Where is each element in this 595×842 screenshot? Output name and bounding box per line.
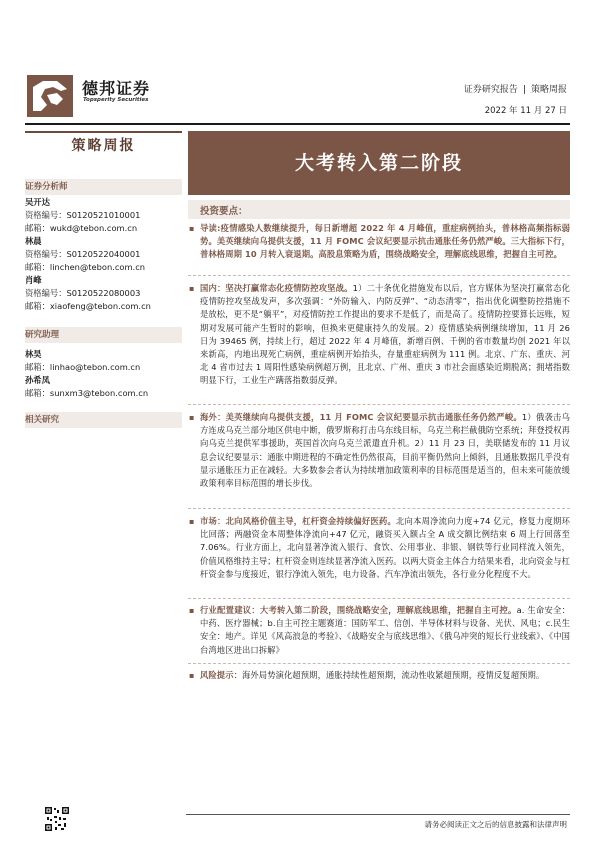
report-date: 2022 年 11 月 27 日 — [484, 106, 567, 116]
analyst-email[interactable]: 邮箱：linchen@tebon.com.cn — [25, 262, 146, 272]
assistant-name: 林昊 — [25, 349, 42, 359]
brand-name-cn: 德邦证券 — [82, 79, 151, 98]
assistant-heading: 研究助理 — [25, 327, 182, 343]
point-risk: ▪ 风险提示：海外局势演化超预期，通胀持续性超预期，流动性收紧超预期，疫情反复超预期。 — [188, 669, 570, 682]
analyst-name: 林晨 — [25, 236, 42, 246]
section-divider — [188, 404, 570, 405]
point-overseas: ▪ 海外：美英继续向乌提供支援，11 月 FOMC 会议纪要显示抗击通胀任务仍然严峻。1）俄袭击乌方连成乌克兰部分地区供电中断，俄罗斯称打击乌东线目标，乌克兰称拦截俄防空系统；拜登授权再向乌克兰提供军事援助，英国首次向乌克兰派遣直升机。2）11 月 23 日，美联储发布的 11 月议息会议纪要显示：通胀中期进程的不确定性仍然很高，目前平衡仍然向上倾斜，且通胀数据几乎没有显示通胀压力正在减轻。大多数参会者认为持续增加政策利率的目标范围是适当的，但未来可能放缓政策利率目标范围的增长步伐。 — [189, 412, 570, 489]
sidebar-title: 策略周报 — [25, 131, 182, 159]
section-divider — [188, 598, 570, 599]
analyst-cert: 资格编号：S0120522040001 — [25, 249, 141, 259]
qr-code-icon — [44, 806, 70, 832]
bullet-icon: ▪ — [189, 517, 195, 526]
analyst-cert: 资格编号：S0120521010001 — [25, 210, 141, 220]
bullet-icon: ▪ — [189, 284, 195, 293]
analyst-heading: 证券分析师 — [25, 179, 182, 195]
report-type: 证券研究报告 — [463, 85, 518, 95]
assistant-email[interactable]: 邮箱：sunxm3@tebon.com.cn — [25, 388, 149, 398]
bullet-icon: ▪ — [189, 413, 195, 422]
header-rule — [25, 123, 570, 125]
section-divider — [188, 508, 570, 509]
points-heading: 投资要点： — [200, 206, 248, 217]
analyst-name: 肖峰 — [25, 275, 42, 285]
report-title: 大考转入第二阶段 — [294, 152, 463, 174]
analyst-email[interactable]: 邮箱：wukd@tebon.com.cn — [25, 223, 138, 233]
bullet-icon: ▪ — [189, 224, 195, 233]
point-market: ▪ 市场：北向风格价值主导，杠杆资金持续偏好医药。北向本周净流向力度+74 亿元，修复力度期环比回落；两融资金本周整体净流向+47 亿元，融资买入额占全 A 成交额比例结束 6 周上行回落至 7.06%。行业方面上，北向显著净流入银行、食饮、公用事业、非银、钢铁等行业同样流入领先，价值风格维持主导；杠杆资金则连续显著净流入医药。以两大资金主体合力结果来看，北向资金与杠杆资金参与度接近，银行净流入领先，电力设备、汽车净流出领先，各行业分化程度不大。 — [189, 516, 570, 579]
point-industry: ▪ 行业配置建议：大考转入第二阶段，围绕战略安全，理解底线思维，把握自主可控。a. 生命安全：中药、医疗器械；b.自主可控主题赛道：国防军工、信创、半导体材料与设备、光伏、风电；c.民生安全：地产。详见《风高浪急的考验》、《战略安全与底线思维》、《俄乌冲突的短长行业线索》、《中国台湾地区进出口拆解》 — [189, 605, 570, 655]
section-divider — [188, 275, 570, 276]
analyst-name: 吴开达 — [25, 197, 50, 207]
analyst-cert: 资格编号：S0120522080003 — [25, 288, 141, 298]
bullet-icon: ▪ — [189, 671, 195, 680]
brand-logo-icon — [27, 75, 73, 117]
analyst-email[interactable]: 邮箱：xiaofeng@tebon.com.cn — [25, 301, 151, 311]
header-separator: | — [522, 85, 526, 95]
assistant-email[interactable]: 邮箱：linhao@tebon.com.cn — [25, 362, 141, 372]
point-guide: ▪ 导读:疫情感染人数继续提升，每日新增超 2022 年 4 月峰值，重症病例抬头，普林格高频指标弱势。美英继续向乌提供支援，11 月 FOMC 会议纪要显示抗击通胀任务仍然严峻。三大指标下行，普林格周期 10 月转入衰退期。高股息策略为盾，围绕战略安全，理解底线思维，把握自主可控。 — [189, 223, 570, 260]
bullet-icon: ▪ — [189, 606, 195, 615]
brand-name-en: Topsperity Securities — [83, 97, 149, 103]
section-divider — [188, 663, 570, 664]
header-report-type — [464, 82, 567, 95]
footer-rule — [186, 814, 570, 815]
assistant-name: 孙希凤 — [25, 375, 50, 385]
footer-disclaimer[interactable]: 请务必阅读正文之后的信息披露和法律声明 — [424, 820, 567, 829]
report-column: 策略周报 — [530, 85, 567, 95]
related-research-heading: 相关研究 — [25, 412, 182, 428]
point-domestic: ▪ 国内：坚决打赢常态化疫情防控攻坚战。1）二十条优化措施发布以后，官方媒体为坚决打赢常态化疫情防控攻坚战发声，多次强调：“外防输入、内防反弹”、“动态清零”，指出优化调整防控措施不是放松，更不是“躺平”，对疫情防控工作提出的要求不是低了，而是高了。疫情防控要算长远账，短期对发展可能产生暂时的影响，但换来更健康持久的发展。2）疫情感染病例继续增加，11 月 26 日为 39465 例，持续上行，超过 2022 年 4 月峰值，新增百例、千例的省市数量均创 2021 年以来新高，内地出现死亡病例，重症病例开始抬头，存量重症病例为 111 例。北京、广东、重庆、河北 4 省市过去 1 周阳性感染病例超万例，且北京、广州、重庆 3 市社会面感染近期脱离；拥堵指数明显下行，工业生产蹒落指数弱反弹。 — [189, 283, 570, 386]
